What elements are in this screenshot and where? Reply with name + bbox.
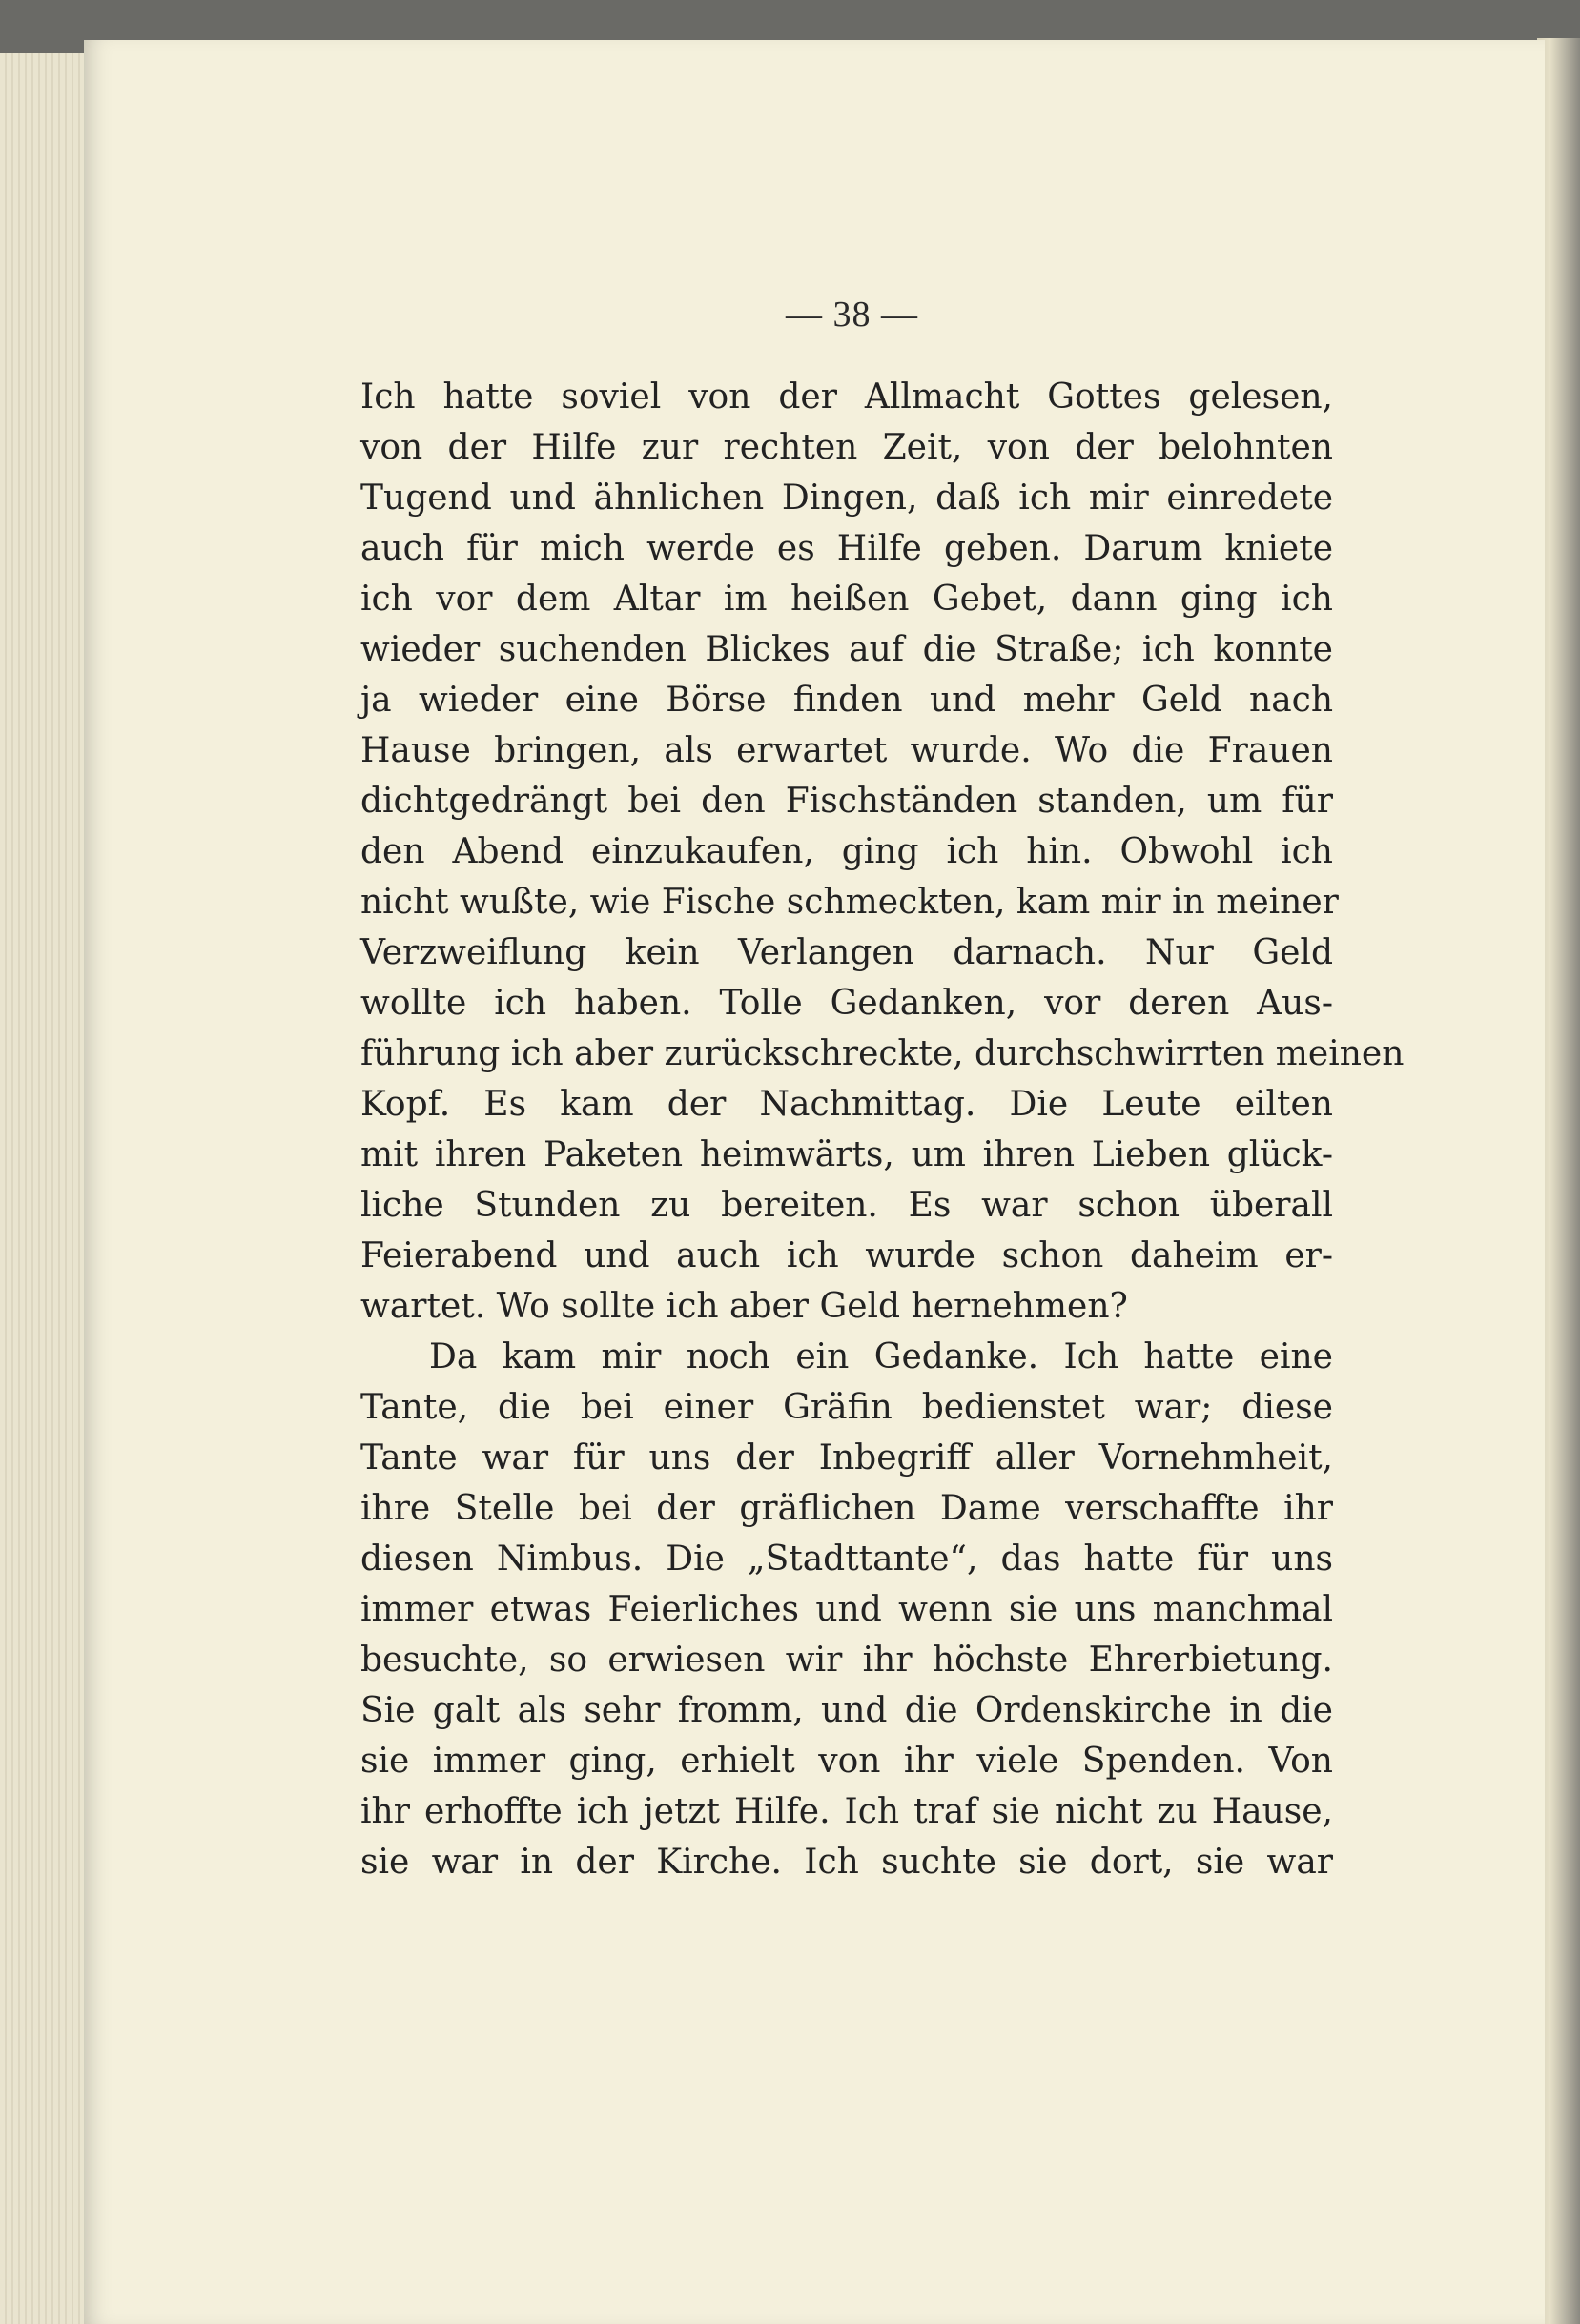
text-line: immer etwas Feierliches und wenn sie uns manchmal [360,1590,1333,1629]
text-line: ihr erhoffte ich jetzt Hilfe. Ich traf sie nicht zu Hause, [360,1792,1333,1831]
text-line: auch für mich werde es Hilfe geben. Darum kniete [360,529,1333,568]
text-line: mit ihren Paketen heimwärts, um ihren Lieben glück- [360,1135,1333,1174]
text-line: Tante war für uns der Inbegriff aller Vornehmheit, [360,1438,1333,1478]
text-line: Tante, die bei einer Gräfin bedienstet war; diese [360,1388,1333,1427]
text-line: ja wieder eine Börse finden und mehr Geld nach [360,681,1333,720]
text-line: den Abend einzukaufen, ging ich hin. Obwohl ich [360,832,1333,871]
page-number: — 38 — [786,295,918,335]
text-line: Feierabend und auch ich wurde schon daheim er- [360,1236,1333,1275]
text-line: dichtgedrängt bei den Fischständen standen, um für [360,782,1333,821]
text-line: sie war in der Kirche. Ich suchte sie dort, sie war [360,1843,1333,1882]
text-line: liche Stunden zu bereiten. Es war schon überall [360,1186,1333,1225]
text-line: wollte ich haben. Tolle Gedanken, vor deren Aus- [360,984,1333,1023]
text-line: diesen Nimbus. Die „Stadttante“, das hatte für uns [360,1539,1333,1579]
text-line: ihre Stelle bei der gräflichen Dame verschaffte ihr [360,1489,1333,1528]
text-line: Sie galt als sehr fromm, und die Ordenskirche in die [360,1691,1333,1730]
body-text [360,372,1405,1887]
text-line: wieder suchenden Blickes auf die Straße; ich konnte [360,630,1333,669]
text-line: Da kam mir noch ein Gedanke. Ich hatte eine [429,1337,1333,1376]
text-line: Verzweiflung kein Verlangen darnach. Nur Geld [360,933,1333,972]
text-line: nicht wußte, wie Fische schmeckten, kam mir in meiner [360,883,1339,922]
text-line: führung ich aber zurückschreckte, durchschwirrten meinen [360,1034,1405,1073]
text-line: Kopf. Es kam der Nachmittag. Die Leute eilten [360,1085,1333,1124]
text-line: von der Hilfe zur rechten Zeit, von der belohnten [360,428,1333,467]
text-line: Ich hatte soviel von der Allmacht Gottes gelesen, [360,377,1333,417]
text-line: sie immer ging, erhielt von ihr viele Spenden. Von [360,1742,1333,1781]
text-line: Tugend und ähnlichen Dingen, daß ich mir einredete [360,479,1333,518]
text-line: wartet. Wo sollte ich aber Geld hernehmen? [360,1287,1128,1326]
text-line: besuchte, so erwiesen wir ihr höchste Ehrerbietung. [360,1641,1333,1680]
page-edges-left [0,53,95,2324]
text-line: ich vor dem Altar im heißen Gebet, dann ging ich [360,580,1333,619]
text-line: Hause bringen, als erwartet wurde. Wo die Frauen [360,731,1333,770]
